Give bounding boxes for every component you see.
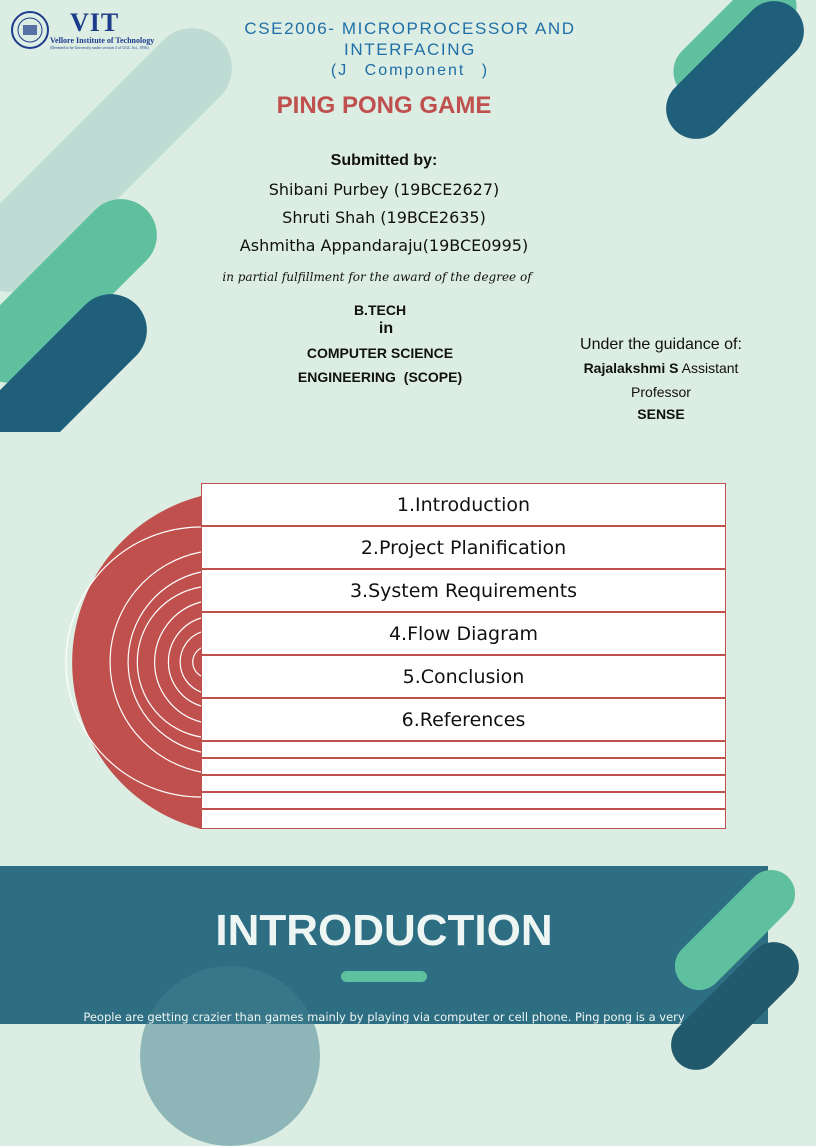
guide-position: Professor bbox=[631, 384, 691, 400]
vit-logo-word: VIT bbox=[70, 8, 120, 37]
toc-empty-row bbox=[201, 792, 726, 809]
toc-item: 5.Conclusion bbox=[201, 655, 726, 698]
heading-underline-bar bbox=[341, 971, 427, 982]
guidance-heading: Under the guidance of: bbox=[580, 336, 742, 353]
title-slide bbox=[0, 0, 768, 432]
guide-name-line bbox=[555, 360, 767, 376]
degree-line: ENGINEERING (SCOPE) bbox=[297, 369, 463, 385]
member-name: Shruti Shah (19BCE2635) bbox=[282, 208, 486, 227]
toc-empty-row bbox=[201, 741, 726, 758]
partial-fulfillment-text: in partial fulfillment for the award of the degree of bbox=[222, 270, 532, 284]
vit-logo-tagline: (Deemed to be University under section 3 of UGC Act, 1956) bbox=[50, 45, 149, 50]
degree-line: COMPUTER SCIENCE bbox=[306, 345, 454, 361]
toc-item: 4.Flow Diagram bbox=[201, 612, 726, 655]
degree-line: B.TECH bbox=[353, 302, 407, 318]
introduction-text: People are getting crazier than games mainly by playing via computer or cell phone. Ping pong is a very bbox=[83, 1010, 685, 1024]
submitted-heading: Submitted by: bbox=[330, 152, 438, 169]
semicircle-rings-graphic bbox=[0, 432, 210, 832]
project-title: PING PONG GAME bbox=[276, 92, 492, 119]
decor-circle-intro bbox=[140, 966, 320, 1146]
member-name: Ashmitha Appandaraju(19BCE0995) bbox=[239, 236, 529, 255]
course-title: CSE2006- MICROPROCESSOR AND INTERFACING bbox=[244, 19, 576, 59]
introduction-heading: INTRODUCTION bbox=[215, 906, 553, 955]
guide-name: Rajalakshmi S bbox=[583, 360, 679, 376]
toc-item: 3.System Requirements bbox=[201, 569, 726, 612]
toc-item: 2.Project Planification bbox=[201, 526, 726, 569]
toc-empty-row bbox=[201, 809, 726, 829]
vit-logo-subtitle: Vellore Institute of Technology bbox=[50, 36, 155, 45]
content-slide bbox=[0, 432, 768, 866]
member-name: Shibani Purbey (19BCE2627) bbox=[268, 180, 500, 199]
university-seal-icon bbox=[10, 10, 50, 50]
toc-empty-row bbox=[201, 758, 726, 775]
guide-role: Assistant bbox=[681, 360, 739, 376]
toc-item: 1.Introduction bbox=[201, 483, 726, 526]
toc-item: 6.References bbox=[201, 698, 726, 741]
degree-line: in bbox=[378, 320, 394, 337]
guide-school: SENSE bbox=[637, 406, 685, 422]
toc-empty-row bbox=[201, 775, 726, 792]
component-label: (J Component ) bbox=[330, 62, 490, 79]
